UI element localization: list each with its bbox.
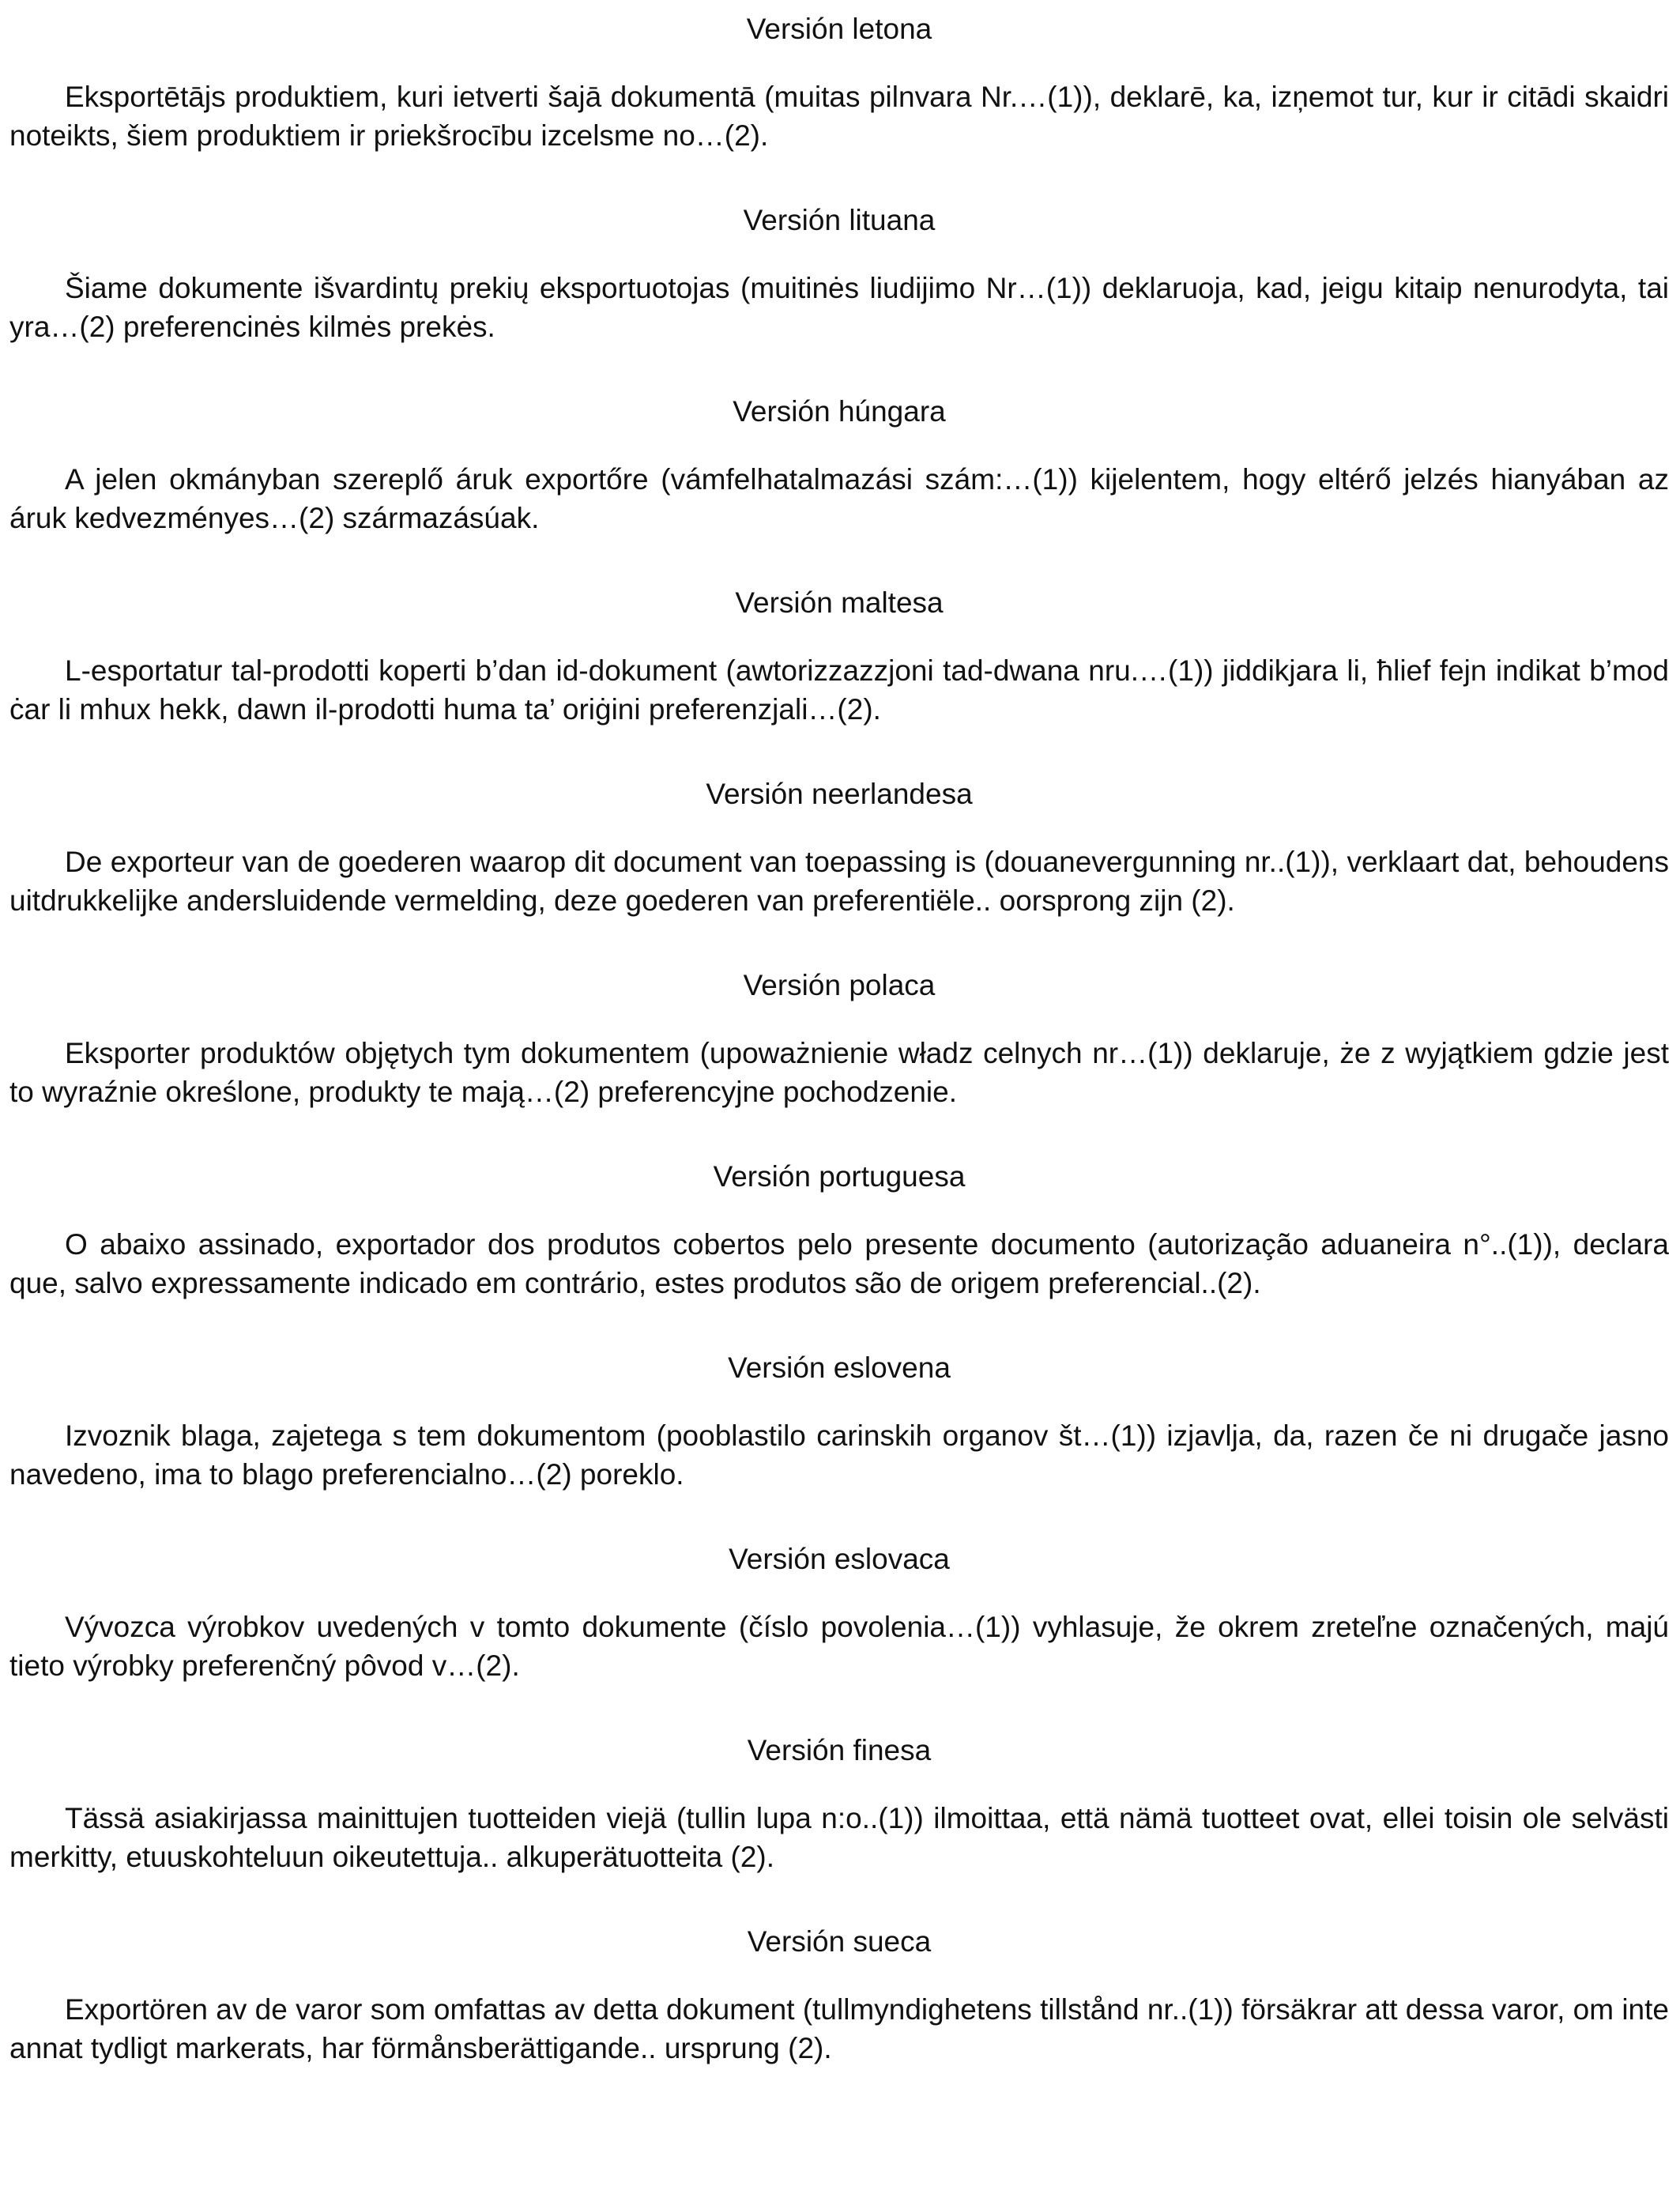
section-body: Exportören av de varor som omfattas av detta dokument (tullmyndighetens tillstånd nr..(1)) försäkrar att dessa varor, om inte annat tydligt markerats, har förmånsberättigande.. ursprung (2). [9,1993,1669,2064]
section-latvian [9,0,1669,191]
section-body: Tässä asiakirjassa mainittujen tuotteiden viejä (tullin lupa n:o..(1)) ilmoittaa, että nämä tuotteet ovat, ellei toisin ole selvästi merkitty, etuuskohteluun oikeutettuja.. alkuperätuotteita (2). [9,1802,1669,1873]
section-body: Eksporter produktów objętych tym dokumentem (upoważnienie władz celnych nr…(1)) deklaruje, że z wyjątkiem gdzie jest to wyraźnie określone, produkty te mają…(2) preferencyjne pochodzenie. [9,1037,1669,1108]
section-body: Šiame dokumente išvardintų prekių eksportuotojas (muitinės liudijimo Nr…(1)) deklaruoja, kad, jeigu kitaip nenurodyta, tai yra…(2) preferencinės kilmės prekės. [9,272,1669,343]
section-heading: Versión portuguesa [713,1160,966,1193]
section-body: Vývozca výrobkov uvedených v tomto dokumente (číslo povolenia…(1)) vyhlasuje, že okrem zreteľne označených, majú tieto výrobky preferenčný pôvod v…(2). [9,1611,1669,1682]
section-heading: Versión sueca [747,1925,932,1958]
section-body: L-esportatur tal-prodotti koperti b’dan id-dokument (awtorizzazzjoni tad-dwana nru.…(1)) jiddikjara li, ħlief fejn indikat b’mod ċar li mhux hekk, dawn il-prodotti huma ta’ oriġini preferenzjali…(2). [9,654,1669,726]
section-maltese [9,574,1669,765]
section-heading: Versión polaca [743,969,936,1001]
section-heading: Versión lituana [743,204,936,236]
section-heading: Versión maltesa [735,586,944,619]
section-portuguese [9,1148,1669,1339]
section-finnish [9,1721,1669,1913]
section-body: Izvoznik blaga, zajetega s tem dokumentom (pooblastilo carinskih organov št…(1)) izjavlja, da, razen če ni drugače jasno navedeno, ima to blago preferencialno…(2) poreklo. [9,1419,1669,1491]
section-heading: Versión finesa [747,1734,932,1766]
section-heading: Versión húngara [733,395,946,428]
section-body: Eksportētājs produktiem, kuri ietverti šajā dokumentā (muitas pilnvara Nr.…(1)), deklarē, ka, izņemot tur, kur ir citādi skaidri noteikts, šiem produktiem ir priekšrocību izcelsme no…(2). [9,81,1669,152]
section-lithuanian [9,191,1669,383]
section-slovenian [9,1339,1669,1530]
section-heading: Versión eslovena [728,1351,951,1384]
section-heading: Versión letona [746,13,932,45]
section-dutch [9,765,1669,956]
section-body: O abaixo assinado, exportador dos produtos cobertos pelo presente documento (autorização aduaneira n°..(1)), declara que, salvo expressamente indicado em contrário, estes produtos são de origem preferencial..(2). [9,1228,1669,1299]
document-page [9,0,1669,2104]
section-heading: Versión eslovaca [729,1543,950,1575]
section-heading: Versión neerlandesa [706,778,973,810]
section-swedish [9,1913,1669,2104]
section-body: A jelen okmányban szereplő áruk exportőre (vámfelhatalmazási szám:…(1)) kijelentem, hogy eltérő jelzés hianyában az áruk kedvezményes…(2) származásúak. [9,463,1669,534]
section-body: De exporteur van de goederen waarop dit document van toepassing is (douanevergunning nr..(1)), verklaart dat, behoudens uitdrukkelijke andersluidende vermelding, deze goederen van preferentiële.. oorsprong zijn (2). [9,846,1669,917]
section-slovak [9,1530,1669,1721]
section-polish [9,956,1669,1148]
section-hungarian [9,383,1669,574]
